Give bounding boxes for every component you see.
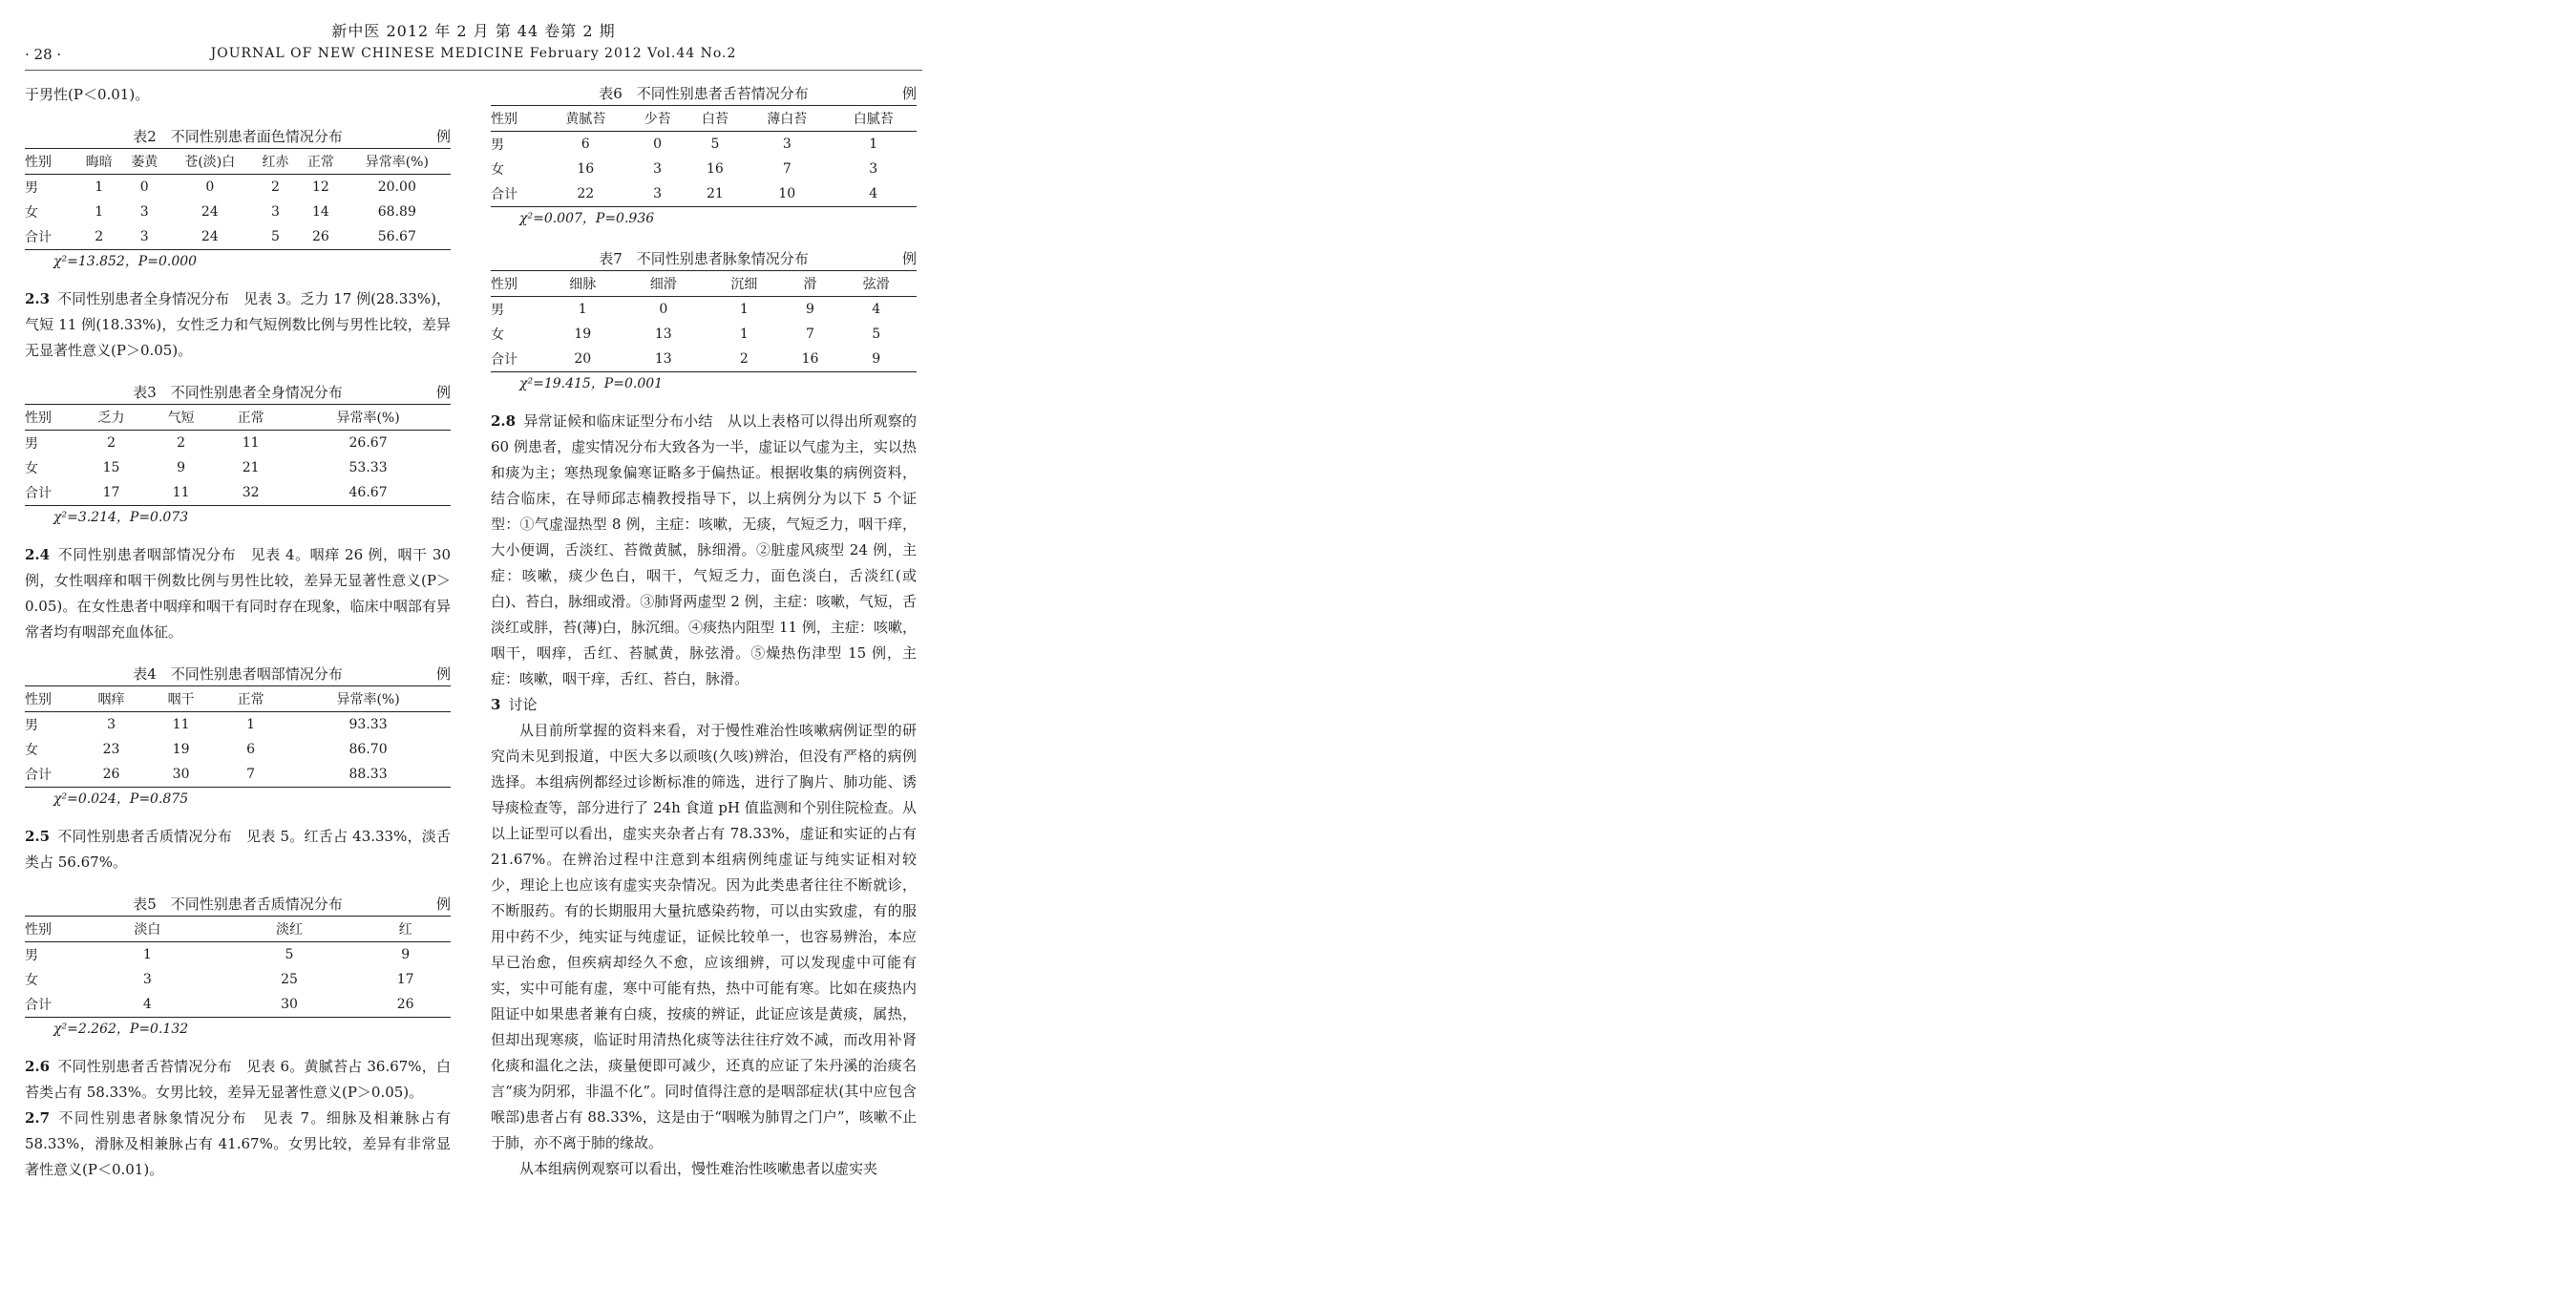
column-header: 性别	[25, 411, 52, 426]
table-header-row	[491, 271, 917, 297]
table-row	[491, 132, 917, 158]
header-rule	[25, 70, 922, 71]
table-cell: 19	[172, 742, 190, 757]
table-cell: 5	[285, 947, 294, 962]
table-row	[25, 431, 451, 456]
column-header: 白腻苔	[853, 112, 894, 127]
table-title	[491, 247, 917, 270]
table-title	[25, 663, 451, 685]
table-cell: 2	[107, 435, 116, 451]
table-row	[25, 712, 451, 738]
section-number: 2.6	[25, 1058, 51, 1075]
table-cell: 2	[739, 351, 749, 367]
table-cell: 26	[396, 997, 414, 1012]
table-cell: 7	[782, 161, 792, 177]
column-header: 红赤	[262, 155, 289, 170]
table-title	[25, 381, 451, 404]
table-title	[25, 125, 451, 148]
table-cell: 7	[806, 327, 814, 342]
table-cell: 24	[201, 204, 219, 220]
table-cell: 0	[653, 137, 663, 152]
journal-title-en: JOURNAL OF NEW CHINESE MEDICINE February 2012 Vol.44 No.2	[210, 46, 737, 61]
column-header: 淡红	[275, 922, 303, 938]
table-cell: 2	[177, 435, 186, 451]
column-header: 红	[398, 922, 412, 938]
right-column	[491, 82, 917, 1182]
section-title: 讨论	[508, 696, 538, 713]
table-cell: 22	[577, 186, 595, 201]
column-header: 细滑	[649, 277, 677, 292]
table-cell: 7	[246, 767, 256, 782]
table-cell: 19	[574, 327, 592, 342]
table-cell: 56.67	[377, 229, 416, 244]
column-header: 性别	[25, 692, 52, 707]
table-4	[25, 663, 451, 811]
table-cell: 21	[706, 186, 724, 201]
column-header: 苍(淡)白	[184, 155, 236, 170]
table-cell: 13	[654, 351, 672, 367]
table-header-row	[25, 917, 451, 942]
table-header-row	[25, 405, 451, 431]
table-note: χ²=13.852，P=0.000	[53, 254, 198, 269]
table-cell: 合计	[25, 768, 52, 783]
table-cell: 16	[706, 161, 724, 177]
table-cell: 4	[872, 302, 881, 317]
column-header: 晦暗	[85, 155, 113, 170]
column-header: 萎黄	[131, 155, 158, 170]
table-cell: 26.67	[348, 435, 388, 451]
column-header: 少苔	[644, 112, 671, 127]
table-unit: 例	[901, 250, 917, 267]
journal-title-cn: 新中医 2012 年 2 月 第 44 卷第 2 期	[331, 22, 616, 40]
table-cell: 11	[172, 485, 190, 500]
table-cell: 24	[201, 229, 219, 244]
table-row	[25, 737, 451, 762]
table-cell: 0	[659, 302, 668, 317]
table-caption: 表6 不同性别患者舌苔情况分布	[599, 85, 809, 102]
table-cell: 26	[102, 767, 120, 782]
table-cell: 9	[806, 302, 814, 317]
data-table	[25, 148, 451, 250]
column-header: 正常	[237, 692, 264, 707]
table-row	[25, 224, 451, 250]
table-cell: 男	[491, 137, 504, 153]
table-cell: 16	[801, 351, 819, 367]
table-cell: 女	[25, 973, 38, 988]
column-header: 黄腻苔	[565, 112, 606, 127]
table-cell: 12	[311, 179, 329, 195]
table-cell: 3	[653, 161, 663, 177]
table-5	[25, 893, 451, 1041]
column-header: 弦滑	[862, 277, 890, 292]
table-cell: 1	[95, 179, 104, 195]
column-header: 异常率(%)	[336, 692, 400, 707]
table-row	[25, 455, 451, 480]
table-row	[491, 157, 917, 181]
table-note: χ²=0.024，P=0.875	[53, 791, 189, 807]
section-2-3	[25, 286, 451, 364]
table-cell: 合计	[25, 486, 52, 501]
table-row	[25, 942, 451, 968]
table-cell: 93.33	[348, 717, 388, 732]
table-cell: 3	[139, 204, 149, 220]
table-cell: 3	[107, 717, 116, 732]
table-cell: 9	[401, 947, 411, 962]
column-header: 淡白	[134, 922, 161, 938]
column-header: 异常率(%)	[365, 155, 429, 170]
table-cell: 3	[142, 972, 152, 987]
table-cell: 88.33	[348, 767, 388, 782]
table-cell: 男	[25, 436, 38, 452]
table-row	[25, 480, 451, 506]
column-header: 细脉	[569, 277, 597, 292]
table-caption: 表3 不同性别患者全身情况分布	[133, 384, 343, 401]
section-2-8	[491, 409, 917, 692]
table-cell: 32	[242, 485, 260, 500]
table-cell: 11	[242, 435, 260, 451]
column-header: 乏力	[97, 411, 125, 426]
table-cell: 10	[778, 186, 796, 201]
table-cell: 11	[172, 717, 190, 732]
table-unit: 例	[901, 85, 917, 102]
section-2-4	[25, 542, 451, 645]
table-cell: 男	[25, 718, 38, 733]
table-cell: 20.00	[377, 179, 416, 195]
section-text: 不同性别患者咽部情况分布 见表 4。咽痒 26 例，咽干 30 例，女性咽痒和咽干例数比例与男性比较，差异无显著性意义(P＞0.05)。在女性患者中咽痒和咽干有同时存在现象，临床中咽部有异常者均有咽部充血体征。	[25, 546, 451, 641]
section-2-5	[25, 824, 451, 875]
table-cell: 15	[102, 460, 120, 475]
table-cell: 2	[270, 179, 280, 195]
data-table	[25, 916, 451, 1018]
table-cell: 女	[25, 743, 38, 758]
table-cell: 68.89	[377, 204, 416, 220]
table-cell: 21	[242, 460, 260, 475]
table-cell: 合计	[25, 998, 52, 1013]
table-cell: 5	[270, 229, 280, 244]
data-table	[491, 270, 917, 372]
table-unit: 例	[435, 896, 451, 913]
table-cell: 3	[782, 137, 792, 152]
section-text: 不同性别患者脉象情况分布 见表 7。细脉及相兼脉占有 58.33%，滑脉及相兼脉占有 41.67%。女男比较，差异有非常显著性意义(P＜0.01)。	[25, 1109, 451, 1178]
table-cell: 1	[739, 302, 749, 317]
section-text: 不同性别患者全身情况分布 见表 3。乏力 17 例(28.33%)，气短 11 例(18.33%)，女性乏力和气短例数比例与男性比较，差异无显著性意义(P＞0.05)。	[25, 290, 451, 359]
table-row	[25, 967, 451, 992]
section-2-6	[25, 1054, 451, 1106]
table-header-row	[25, 149, 451, 175]
table-cell: 2	[95, 229, 104, 244]
table-note: χ²=3.214，P=0.073	[53, 510, 189, 525]
table-cell: 1	[869, 137, 878, 152]
column-header: 白苔	[701, 112, 728, 127]
column-header: 异常率(%)	[336, 411, 400, 426]
table-cell: 1	[142, 947, 152, 962]
table-cell: 17	[396, 972, 414, 987]
page-number: · 28 ·	[25, 46, 62, 63]
table-row	[25, 200, 451, 224]
table-cell: 3	[653, 186, 663, 201]
column-header: 正常	[306, 155, 334, 170]
table-cell: 53.33	[348, 460, 388, 475]
table-caption: 表7 不同性别患者脉象情况分布	[599, 250, 809, 267]
table-row	[25, 175, 451, 200]
column-header: 沉细	[730, 277, 758, 292]
table-7	[491, 247, 917, 395]
column-header: 滑	[803, 277, 817, 292]
section-number: 2.5	[25, 828, 51, 845]
table-cell: 女	[491, 327, 504, 343]
table-cell: 女	[25, 461, 38, 476]
section-number: 2.8	[491, 412, 517, 430]
section-2-7	[25, 1106, 451, 1183]
data-table	[491, 105, 917, 207]
column-header: 性别	[25, 155, 52, 170]
table-cell: 1	[739, 327, 749, 342]
table-cell: 6	[581, 137, 590, 152]
table-cell: 5	[872, 327, 881, 342]
table-cell: 9	[177, 460, 186, 475]
table-cell: 1	[95, 204, 104, 220]
table-row	[491, 322, 917, 347]
section-number: 3	[491, 696, 501, 713]
paragraph: 于男性(P＜0.01)。	[25, 86, 150, 103]
table-cell: 3	[270, 204, 280, 220]
table-title	[491, 82, 917, 105]
table-cell: 男	[491, 303, 504, 318]
table-3	[25, 381, 451, 529]
table-note: χ²=2.262，P=0.132	[53, 1022, 189, 1037]
table-cell: 30	[172, 767, 190, 782]
table-cell: 6	[246, 742, 256, 757]
table-cell: 女	[491, 162, 504, 178]
table-unit: 例	[435, 384, 451, 401]
table-header-row	[25, 686, 451, 712]
table-cell: 46.67	[348, 485, 388, 500]
section-3-heading	[491, 692, 917, 718]
discussion-paragraph: 从目前所掌握的资料来看，对于慢性难治性咳嗽病例证型的研究尚未见到报道，中医大多以顽咳(久咳)辨治，但没有严格的病例选择。本组病例都经过诊断标准的筛选，进行了胸片、肺功能、诱导痰检查等，部分进行了 24h 食道 pH 值监测和个别住院检查。从以上证型可以看出，虚实夹杂者占有 78.33%，虚证和实证的占有 21.67%。在辨治过程中注意到本组病例纯虚证与纯实证相对较少，理论上也应该有虚实夹杂情况。因为此类患者往往不断就诊，不断服药。有的长期服用大量抗感染药物，可以由实致虚，有的服用中药不少，纯实证与纯虚证，证候比较单一，也容易辨治，本应早已治愈，但疾病却经久不愈，应该细辨，可以发现虚中可能有实，实中可能有虚，寒中可能有热，热中可能有寒。比如在痰热内阻证中如果患者兼有白痰，按痰的辨证，此证应该是黄痰，属热，但却出现寒痰，临证时用清热化痰等法往往疗效不减，而改用补肾化痰和温化之法，痰量便即可减少，还真的应证了朱丹溪的治痰名言“痰为阴邪，非温不化”。同时值得注意的是咽部症状(其中应包含喉部)患者占有 88.33%，这是由于“咽喉为肺胃之门户”，咳嗽不止于肺，亦不离于肺的缘故。	[491, 722, 917, 1151]
table-cell: 男	[25, 948, 38, 963]
table-cell: 合计	[491, 187, 517, 202]
table-cell: 26	[311, 229, 329, 244]
table-cell: 86.70	[348, 742, 388, 757]
table-cell: 合计	[491, 352, 517, 368]
table-header-row	[491, 106, 917, 132]
data-table	[25, 685, 451, 788]
table-cell: 16	[577, 161, 595, 177]
table-6	[491, 82, 917, 230]
table-caption: 表5 不同性别患者舌质情况分布	[133, 896, 343, 913]
column-header: 正常	[237, 411, 264, 426]
table-cell: 14	[311, 204, 329, 220]
table-cell: 13	[654, 327, 672, 342]
table-cell: 3	[139, 229, 149, 244]
table-cell: 4	[142, 997, 152, 1012]
section-number: 2.4	[25, 546, 51, 563]
left-column	[25, 82, 451, 1183]
table-cell: 3	[869, 161, 878, 177]
column-header: 气短	[167, 411, 195, 426]
table-note: χ²=19.415，P=0.001	[519, 376, 664, 391]
table-row	[491, 347, 917, 372]
table-2	[25, 125, 451, 273]
table-cell: 9	[872, 351, 881, 367]
section-number: 2.7	[25, 1109, 51, 1127]
column-header: 咽痒	[97, 692, 125, 707]
column-header: 薄白苔	[767, 112, 808, 127]
table-cell: 1	[246, 717, 256, 732]
table-row	[491, 181, 917, 207]
table-cell: 0	[139, 179, 149, 195]
table-cell: 女	[25, 205, 38, 221]
section-number: 2.3	[25, 290, 51, 307]
section-text: 不同性别患者舌质情况分布 见表 5。红舌占 43.33%，淡舌类占 56.67%。	[25, 828, 451, 871]
table-cell: 1	[578, 302, 587, 317]
table-caption: 表4 不同性别患者咽部情况分布	[133, 665, 343, 683]
table-unit: 例	[435, 665, 451, 683]
table-cell: 17	[102, 485, 120, 500]
table-cell: 30	[281, 997, 298, 1012]
section-text: 不同性别患者舌苔情况分布 见表 6。黄腻苔占 36.67%，白苔类占有 58.33%。女男比较，差异无显著性意义(P＞0.05)。	[25, 1058, 451, 1101]
table-cell: 合计	[25, 230, 52, 245]
table-cell: 25	[281, 972, 298, 987]
data-table	[25, 404, 451, 506]
table-unit: 例	[435, 128, 451, 145]
page-header	[25, 19, 922, 73]
column-header: 性别	[491, 277, 517, 292]
column-header: 性别	[491, 112, 517, 127]
table-row	[25, 992, 451, 1018]
table-cell: 男	[25, 180, 38, 196]
table-title	[25, 893, 451, 916]
section-text: 异常证候和临床证型分布小结 从以上表格可以得出所观察的 60 例患者，虚实情况分布大致各为一半，虚证以气虚为主，实以热和痰为主；寒热现象偏寒证略多于偏热证。根据收集的病例资料，结合临床，在导师邱志楠教授指导下，以上病例分为以下 5 个证型：①气虚湿热型 8 例，主症：咳嗽，无痰，气短乏力，咽干痒，大小便调，舌淡红、苔微黄腻，脉细滑。②脏虚风痰型 24 例，主症：咳嗽，痰少色白，咽干，气短乏力，面色淡白，舌淡红(或白)、苔白，脉细或滑。③肺肾两虚型 2 例，主症：咳嗽，气短，舌淡红或胖，苔(薄)白，脉沉细。④痰热内阻型 11 例，主症：咳嗽，咽干，咽痒，舌红、苔腻黄，脉弦滑。⑤燥热伤津型 15 例，主症：咳嗽，咽干痒，舌红、苔白，脉滑。	[491, 412, 917, 687]
column-header: 性别	[25, 922, 52, 938]
table-cell: 20	[574, 351, 592, 367]
table-cell: 4	[869, 186, 878, 201]
column-header: 咽干	[167, 692, 195, 707]
table-note: χ²=0.007，P=0.936	[519, 211, 655, 226]
table-cell: 5	[710, 137, 720, 152]
table-caption: 表2 不同性别患者面色情况分布	[133, 128, 343, 145]
table-row	[491, 297, 917, 323]
table-row	[25, 762, 451, 788]
table-cell: 23	[102, 742, 120, 757]
discussion-paragraph: 从本组病例观察可以看出，慢性难治性咳嗽患者以虚实夹	[519, 1160, 878, 1177]
table-cell: 0	[205, 179, 215, 195]
